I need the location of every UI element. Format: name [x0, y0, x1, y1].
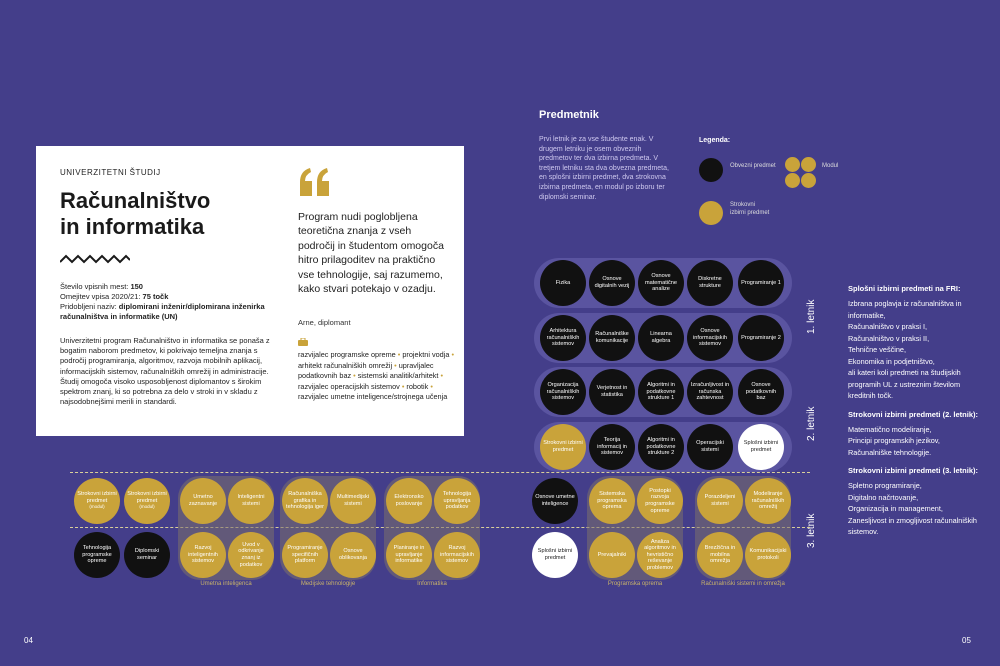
sidebar-item: Računalništvo v praksi II,: [848, 333, 930, 343]
career-item: razvijalec operacijskih sistemov: [298, 381, 400, 391]
course-circle: Osnove umetne inteligence: [532, 478, 578, 524]
course-circle: Prevajalniki: [589, 532, 635, 578]
zigzag-ornament: [60, 254, 130, 264]
course-circle: Multimedijski sistemi: [330, 478, 376, 524]
course-circle: Algoritmi in podatkovne strukture 1: [638, 369, 684, 415]
sidebar-item: Računalništvo v praksi I,: [848, 322, 928, 331]
career-separator: •: [395, 350, 403, 359]
legend-module-label: Modul: [822, 163, 839, 169]
general-electives-title: Splošni izbirni predmeti na FRI:: [848, 284, 961, 293]
sidebar-item: Matematično modeliranje,: [848, 424, 932, 434]
sidebar-item: Ekonomika in podjetništvo,: [848, 356, 935, 366]
sidebar-item: Računalniške tehnologije.: [848, 447, 932, 457]
course-circle: Tehnologija upravljanja podatkov: [434, 478, 480, 524]
course-circle: Teorija informacij in sistemov: [589, 424, 635, 470]
course-circle: Splošni izbirni predmet: [532, 532, 578, 578]
curriculum-intro: Prvi letnik je za vse študente enak. V drugem letniku je osem obveznih predmetov ter dva izbirna predmeta. V tretjem letniku sta dva obvezna predmeta, en splošni izbirni predmet, dva strokovna izbirna predmeta, en modul po izboru ter diplomski seminar.: [539, 136, 669, 201]
course-circle: Diskretne strukture: [687, 260, 733, 306]
course-name: Strokovni izbirni predmet: [127, 491, 167, 504]
course-circle: Umetno zaznavanje: [180, 478, 226, 524]
sidebar-item: Zanesljivost in zmogljivost računalniških sistemov.: [848, 515, 977, 536]
testimonial-author: Arne, diplomant: [298, 318, 351, 327]
year1-label: 1. letnik: [806, 299, 817, 334]
course-circle: Brezžična in mobilna omrežja: [697, 532, 743, 578]
module-label: Programska oprema: [607, 581, 663, 587]
course-circle: Programiranje specifičnih platform: [282, 532, 328, 578]
career-item: razvijalec programske opreme: [298, 350, 396, 359]
career-item: arhitekt računalniških omrežij: [298, 360, 393, 370]
course-circle: [74, 478, 120, 524]
course-circle: Splošni izbirni predmet: [738, 424, 784, 470]
career-separator: •: [428, 381, 433, 391]
course-circle: Fizika: [540, 260, 586, 306]
prof3-title: Strokovni izbirni predmeti (3. letnik):: [848, 466, 979, 475]
program-description: Univerzitetni program Računalništvo in informatika se ponaša z bogatim naborom predmetov, ki pokrivajo temeljna znanja s področij programiranja, algoritmov, razvoja mobilnih aplikacij, informacijskih sistemov, računalniških omrežij in administracije. Študij omogoča visoko usposobljenost diplomantov s širokim spektrom znanj, ki so potrebna za delo v stroki in v skladu z najsodobnejšimi merili in standardi.: [60, 336, 270, 407]
sidebar-item: ali kateri koli predmeti na študijskih programih UL z ustreznim številom kreditnih točk.: [848, 368, 961, 400]
course-circle: Sistemska programska oprema: [589, 478, 635, 524]
course-circle: Analiza algoritmov in hevristično reševanje problemov: [637, 532, 683, 578]
course-circle: Komunikacijski protokoli: [745, 532, 791, 578]
module-note: (modul): [89, 504, 105, 510]
course-circle: Programiranje 1: [738, 260, 784, 306]
legend-title: Legenda:: [699, 137, 731, 144]
course-circle: Osnove matematične analize: [638, 260, 684, 306]
course-circle: [124, 478, 170, 524]
elective-sidebar: [848, 284, 988, 538]
career-item: sistemski analitik/arhitekt: [357, 371, 439, 380]
module-label: Medijske tehnologije: [300, 581, 356, 587]
legend-mandatory-label: Obvezni predmet: [730, 163, 776, 169]
career-item: razvijalec umetne inteligence/strojnega učenja: [298, 392, 448, 401]
course-circle: Postopki razvoja programske opreme: [637, 478, 683, 524]
legend-mandatory-swatch: [699, 158, 723, 182]
briefcase-icon: [298, 338, 308, 346]
sidebar-item: Izbrana poglavja iz računalništva in informatike,: [848, 299, 962, 320]
career-list: [298, 350, 454, 403]
career-separator: •: [392, 360, 399, 370]
career-separator: •: [399, 381, 407, 391]
page-number-right: 05: [962, 636, 971, 645]
course-circle: Organizacija računalniških sistemov: [540, 369, 586, 415]
course-circle: Linearna algebra: [638, 315, 684, 361]
course-circle: Osnove podatkovnih baz: [738, 369, 784, 415]
course-circle: Arhitektura računalniških sistemov: [540, 315, 586, 361]
module-label: Informatika: [417, 581, 447, 587]
course-circle: Porazdeljeni sistemi: [697, 478, 743, 524]
program-card: [36, 146, 464, 436]
sidebar-item: Spletno programiranje,: [848, 481, 922, 490]
course-circle: Osnove informacijskih sistemov: [687, 315, 733, 361]
course-circle: Modeliranje računalniških omrežij: [745, 478, 791, 524]
year3-label: 3. letnik: [806, 513, 817, 548]
course-circle: Osnove digitalnih vezij: [589, 260, 635, 306]
program-facts: Število vpisnih mest: 150 Omejitev vpisa 2020/21: 75 točk Pridobljeni naziv: diplomirani inženir/diplomirana inženirka računalništva in informatike (UN): [60, 282, 265, 321]
year3-divider-top: [70, 472, 810, 473]
course-circle: Uvod v odkrivanje znanj iz podatkov: [228, 532, 274, 578]
sidebar-item: Tehnične veščine,: [848, 345, 907, 354]
career-item: projektni vodja: [402, 350, 450, 359]
course-circle: Planiranje in upravljanje informatike: [386, 532, 432, 578]
sidebar-item: Digitalno načrtovanje,: [848, 492, 919, 502]
career-separator: •: [438, 371, 444, 380]
course-circle: Operacijski sistemi: [687, 424, 733, 470]
course-circle: Elektronsko poslovanje: [386, 478, 432, 524]
course-circle: Algoritmi in podatkovne strukture 2: [638, 424, 684, 470]
course-circle: Diplomski seminar: [124, 532, 170, 578]
sidebar-item: Principi programskih jezikov,: [848, 436, 940, 445]
module-note: (modul): [139, 504, 155, 510]
course-name: Strokovni izbirni predmet: [77, 491, 117, 504]
course-circle: Programiranje 2: [738, 315, 784, 361]
course-circle: Tehnologija programske opreme: [74, 532, 120, 578]
legend-professional-label: Strokovni izbirni predmet: [730, 202, 770, 216]
career-separator: •: [449, 350, 455, 359]
career-item: robotik: [406, 381, 429, 391]
year2-label: 2. letnik: [806, 406, 817, 441]
course-circle: Računalniška grafika in tehnologija iger: [282, 478, 328, 524]
module-label: Umetna inteligenca: [200, 581, 252, 587]
sidebar-item: Organizacija in management,: [848, 504, 943, 513]
course-circle: Osnove oblikovanja: [330, 532, 376, 578]
course-circle: Razvoj inteligentnih sistemov: [180, 532, 226, 578]
testimonial-quote: Program nudi poglobljena teoretična znanja z vseh področij in študentom omogoča hitro prilagoditev na praktično vse tehnologije, saj razumemo, kako stvari potekajo v ozadju.: [298, 211, 444, 296]
legend-professional-swatch: [699, 201, 723, 225]
course-circle: Verjetnost in statistika: [589, 369, 635, 415]
program-kicker: UNIVERZITETNI ŠTUDIJ: [60, 168, 161, 177]
career-separator: •: [351, 371, 358, 380]
curriculum-title: Predmetnik: [539, 109, 599, 121]
legend-module-swatch: [785, 157, 817, 189]
quote-icon: [298, 168, 332, 196]
course-circle: Strokovni izbirni predmet: [540, 424, 586, 470]
page-number-left: 04: [24, 636, 33, 645]
course-circle: Inteligentni sistemi: [228, 478, 274, 524]
module-label: Računalniški sistemi in omrežja: [701, 581, 785, 587]
program-title: Računalništvo in informatika: [60, 188, 211, 239]
prof2-title: Strokovni izbirni predmeti (2. letnik):: [848, 409, 979, 419]
course-circle: Razvoj informacijskih sistemov: [434, 532, 480, 578]
career-item: upravljalec podatkovnih baz: [298, 360, 434, 380]
course-circle: Izračunljivost in računska zahtevnost: [687, 369, 733, 415]
course-circle: Računalniške komunikacije: [589, 315, 635, 361]
